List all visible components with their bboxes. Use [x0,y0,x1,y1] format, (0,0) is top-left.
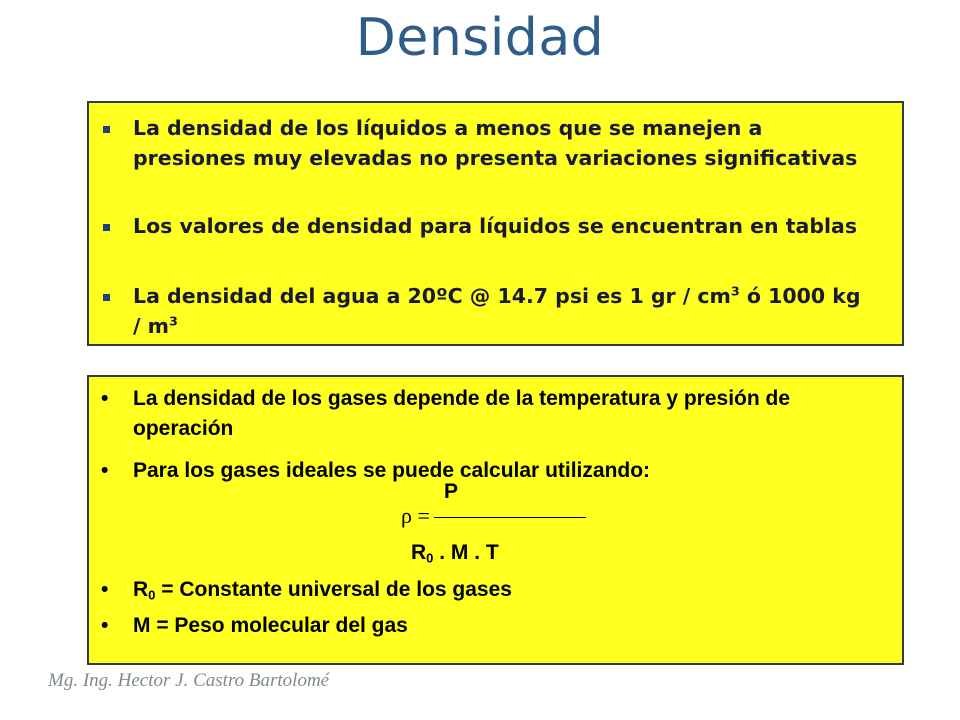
list-item-text: Para los gases ideales se puede calcular utilizando: [133,459,651,482]
fraction-bar [434,517,586,518]
list-item-text: La densidad del agua a 20ºC @ 14.7 psi es 1 gr / $cm^3$ ó 1000 kg / $m^3$ [133,283,861,338]
list-item-text: M = Peso molecular del gas [133,614,408,637]
liquids-box [87,101,904,346]
list-item [133,113,873,173]
list-item [101,456,873,486]
superscript: 3 [169,313,178,329]
list-item-text: $R_0$ = Constante universal de los gases [133,578,512,603]
formula-numerator: P [444,480,459,503]
formula-rho-line [401,503,601,529]
square-bullet-icon [103,294,110,301]
list-item-text: Los valores de densidad para líquidos se encuentran en tablas [133,214,858,238]
list-item-text: La densidad de los líquidos a menos que se manejen a presiones muy elevadas no presenta variaciones significativas [133,116,858,170]
bullet-icon: • [101,578,109,601]
list-item [101,611,873,641]
square-bullet-icon [103,224,110,231]
square-bullet-icon [103,126,110,133]
bullet-icon: • [101,459,109,482]
list-item-text: La densidad de los gases depende de la temperatura y presión de operación [133,387,791,440]
bullet-icon: • [101,387,109,410]
rho-symbol: ρ = [401,503,430,528]
slide-title: Densidad [355,8,605,68]
list-item [133,281,873,341]
author-footer: Mg. Ing. Hector J. Castro Bartolomé [48,670,330,691]
superscript: 3 [730,283,740,299]
bullet-icon: • [101,614,109,637]
gases-box [87,375,904,665]
list-item [101,575,873,605]
formula-denominator: $R_0$ . M . T [411,541,499,566]
list-item [133,211,873,241]
list-item [101,384,873,444]
